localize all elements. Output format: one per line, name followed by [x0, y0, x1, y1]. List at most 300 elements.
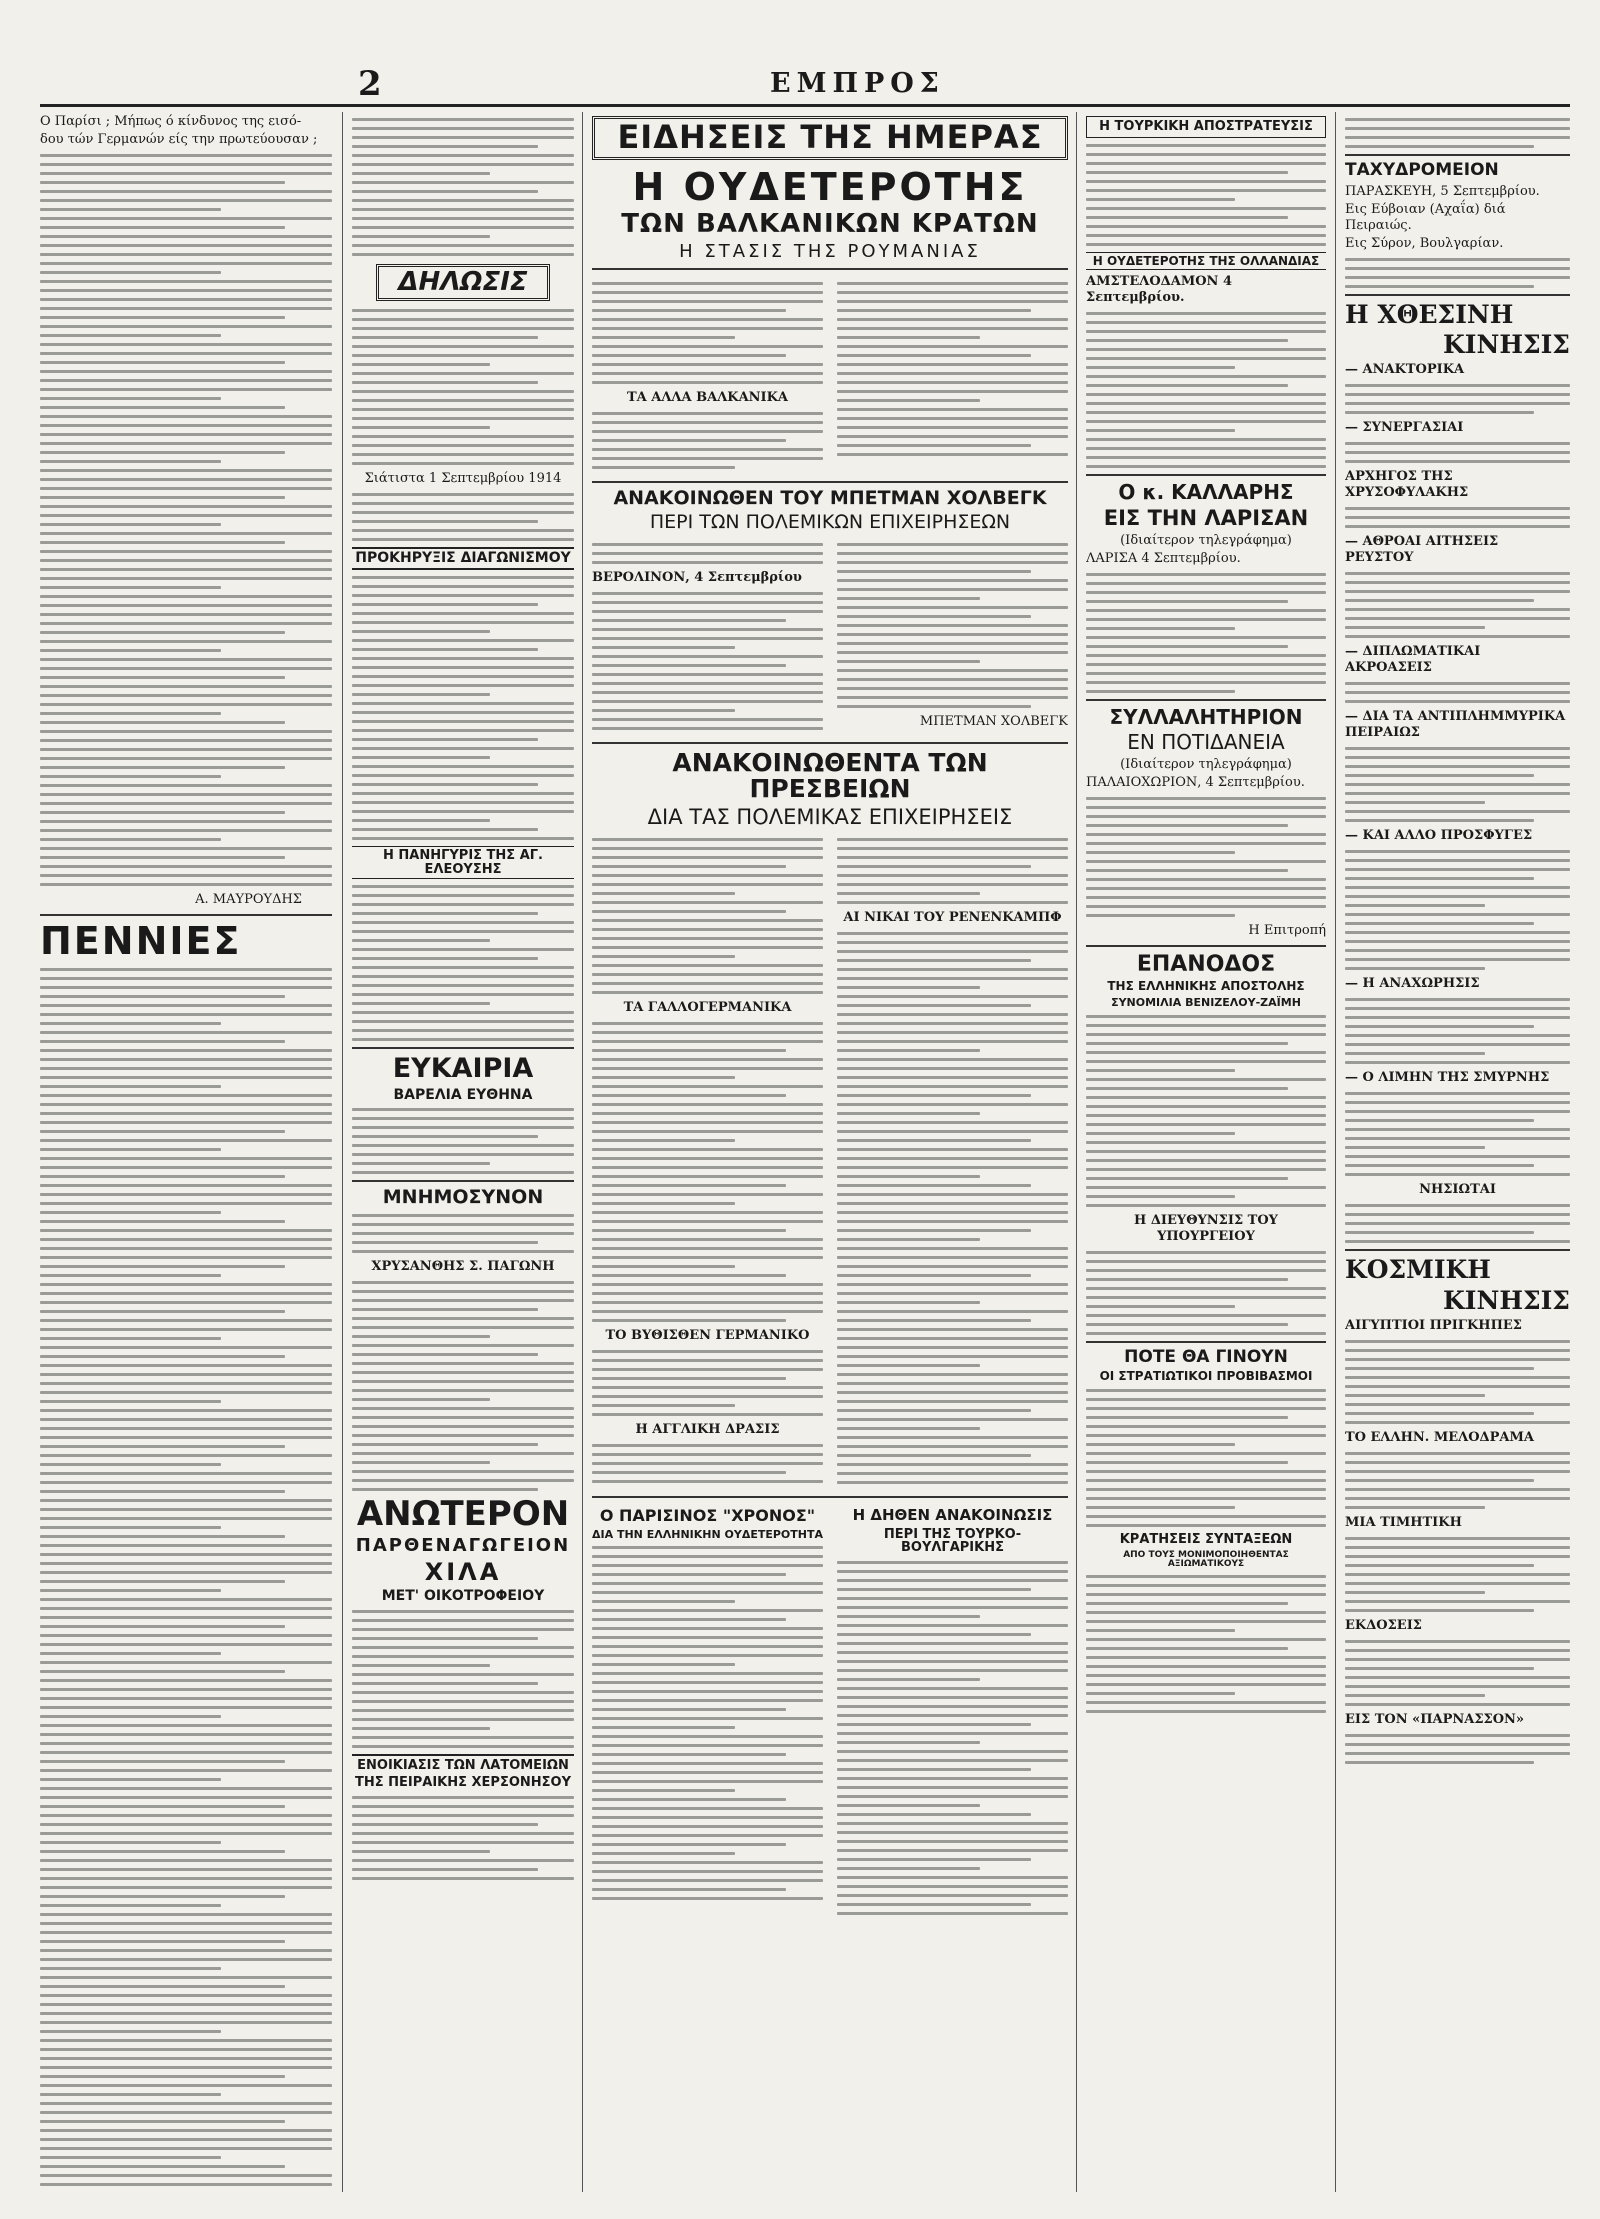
section-title: ΜΝΗΜΟΣΥΝΟΝ — [382, 1186, 544, 1209]
text-line — [1086, 1287, 1326, 1290]
text-line — [837, 1238, 980, 1241]
text-line — [40, 1949, 332, 1952]
text-line — [1086, 914, 1235, 917]
text-line — [592, 709, 735, 712]
body-text — [1345, 1340, 1570, 1424]
text-line — [40, 1526, 221, 1529]
text-line — [40, 676, 285, 679]
text-line — [40, 1022, 221, 1025]
text-line — [352, 1011, 574, 1014]
text-line — [592, 1726, 735, 1729]
text-line — [1086, 815, 1326, 818]
text-line — [1345, 1137, 1570, 1140]
text-line — [592, 682, 823, 685]
text-line — [40, 613, 332, 616]
mail-line: Εις Σύρον, Βουλγαρίαν. — [1345, 235, 1504, 251]
text-line — [1086, 1260, 1326, 1263]
subhead: — Η ΑΝΑΧΩΡΗΣΙΣ — [1345, 976, 1480, 992]
text-line — [40, 1202, 332, 1205]
text-line — [352, 118, 574, 121]
text-line — [592, 1319, 786, 1322]
text-line — [1345, 1240, 1570, 1243]
text-line — [837, 696, 1068, 699]
text-line — [1086, 1443, 1235, 1446]
text-line — [837, 687, 1068, 690]
text-line — [352, 1223, 574, 1226]
text-line — [837, 1274, 1031, 1277]
text-line — [837, 1418, 1068, 1421]
text-line — [40, 793, 332, 796]
text-line — [1345, 581, 1570, 584]
text-line — [1345, 525, 1570, 528]
text-line — [837, 1013, 1068, 1016]
text-line — [592, 282, 823, 285]
text-line — [40, 1787, 332, 1790]
text-line — [40, 1481, 332, 1484]
text-line — [40, 352, 332, 355]
section-title: Η ΤΟΥΡΚΙΚΗ ΑΠΟΣΤΡΑΤΕΥΣΙΣ — [1086, 116, 1326, 138]
text-line — [1086, 1515, 1326, 1518]
text-line — [1086, 1150, 1326, 1153]
text-line — [837, 624, 1068, 627]
divider — [1086, 1341, 1326, 1343]
text-line — [352, 912, 538, 915]
text-line — [40, 1004, 332, 1007]
text-line — [352, 529, 574, 532]
text-line — [40, 1724, 332, 1727]
text-line — [1086, 375, 1326, 378]
text-line — [1086, 420, 1326, 423]
text-line — [1086, 1602, 1288, 1605]
body-text — [592, 282, 823, 384]
subhead: — Ο ΛΙΜΗΝ ΤΗΣ ΣΜΥΡΝΗΣ — [1345, 1070, 1550, 1086]
dateline: ΑΜΣΤΕΛΟΔΑΜΟΝ 4 Σεπτεμβρίου. — [1086, 274, 1233, 306]
text-line — [837, 856, 1068, 859]
text-line — [352, 538, 574, 541]
text-line — [592, 628, 823, 631]
text-line — [837, 561, 1068, 564]
text-line — [40, 1913, 332, 1916]
text-line — [837, 1642, 1068, 1645]
text-line — [592, 964, 823, 967]
text-line — [40, 1265, 285, 1268]
text-line — [40, 208, 221, 211]
text-line — [1345, 590, 1570, 593]
text-line — [837, 1804, 980, 1807]
text-line — [40, 1994, 332, 1997]
text-line — [1345, 1461, 1570, 1464]
body-text — [592, 412, 823, 469]
text-line — [40, 1976, 332, 1979]
text-line — [1086, 797, 1326, 800]
text-line — [40, 703, 332, 706]
column-3 — [592, 112, 1068, 2192]
text-line — [40, 2075, 285, 2078]
text-line — [837, 570, 1031, 573]
text-line — [40, 1832, 332, 1835]
text-line — [1086, 1584, 1326, 1587]
text-line — [40, 1436, 332, 1439]
text-line — [1345, 1761, 1534, 1764]
text-line — [837, 1103, 1068, 1106]
text-line — [40, 262, 332, 265]
text-line — [40, 775, 221, 778]
text-line — [352, 1232, 574, 1235]
text-line — [592, 1310, 823, 1313]
text-line — [1345, 118, 1570, 121]
subhead: Η ΔΙΕΥΘΥΝΣΙΣ ΤΟΥ ΥΠΟΥΡΓΕΙΟΥ — [1134, 1212, 1278, 1244]
text-line — [352, 648, 538, 651]
text-line — [352, 1814, 574, 1817]
section-title: ΠΟΤΕ ΘΑ ΓΙΝΟΥΝ — [1124, 1346, 1288, 1367]
article-two-col — [592, 537, 1068, 736]
text-line — [592, 1184, 786, 1187]
text-line — [352, 511, 574, 514]
text-line — [837, 660, 980, 663]
text-line — [837, 1445, 1068, 1448]
text-line — [592, 946, 823, 949]
text-line — [592, 664, 786, 667]
text-line — [592, 1852, 735, 1855]
text-line — [352, 828, 538, 831]
text-line — [40, 1220, 285, 1223]
text-line — [352, 1425, 574, 1428]
body-text — [352, 118, 574, 256]
text-line — [1086, 243, 1326, 246]
subheadline: ΠΕΡΙ ΤΗΣ ΤΟΥΡΚΟ-ΒΟΥΛΓΑΡΙΚΗΣ — [883, 1526, 1022, 1556]
text-line — [352, 1434, 574, 1437]
text-line — [1086, 636, 1326, 639]
text-line — [40, 712, 221, 715]
text-line — [592, 1807, 823, 1810]
text-line — [592, 1735, 823, 1738]
text-line — [40, 1535, 285, 1538]
text-line — [837, 1085, 1068, 1088]
text-line — [837, 1049, 980, 1052]
text-line — [1345, 1101, 1570, 1104]
text-line — [837, 1606, 1068, 1609]
text-line — [1345, 691, 1570, 694]
article-two-col — [592, 832, 1068, 1490]
text-line — [592, 336, 735, 339]
text-line — [1086, 1323, 1288, 1326]
text-line — [352, 1362, 574, 1365]
text-line — [352, 747, 574, 750]
text-line — [837, 1472, 1068, 1475]
text-line — [352, 417, 574, 420]
text-line — [592, 372, 823, 375]
text-line — [1345, 949, 1570, 952]
text-line — [352, 1470, 574, 1473]
text-line — [352, 756, 490, 759]
text-line — [592, 1292, 823, 1295]
text-line — [40, 550, 332, 553]
text-line — [592, 309, 786, 312]
text-line — [1086, 1701, 1326, 1704]
text-line — [1345, 1555, 1570, 1558]
text-line — [837, 426, 1068, 429]
text-line — [837, 1265, 1068, 1268]
text-line — [40, 1679, 332, 1682]
text-line — [352, 657, 574, 660]
text-line — [1345, 904, 1485, 907]
text-line — [40, 469, 332, 472]
divider — [592, 268, 1068, 270]
text-line — [40, 2129, 332, 2132]
text-line — [837, 1139, 1031, 1142]
text-line — [592, 1888, 786, 1891]
text-line — [352, 1002, 490, 1005]
body-text — [837, 932, 1068, 1484]
text-line — [1086, 1674, 1326, 1677]
text-line — [1086, 681, 1326, 684]
text-line — [40, 1670, 285, 1673]
text-line — [352, 390, 574, 393]
text-line — [352, 381, 538, 384]
text-line — [837, 1777, 1068, 1780]
text-line — [352, 792, 574, 795]
body-text — [40, 154, 332, 886]
text-line — [352, 1153, 574, 1156]
text-line — [40, 995, 285, 998]
text-line — [592, 865, 786, 868]
text-line — [352, 1452, 574, 1455]
text-line — [592, 1843, 786, 1846]
text-line — [40, 1985, 285, 1988]
text-line — [1345, 1734, 1570, 1737]
text-line — [837, 1660, 1068, 1663]
text-line — [1345, 1358, 1570, 1361]
subheadline: ΠΕΡΙ ΤΩΝ ΠΟΛΕΜΙΚΩΝ ΕΠΙΧΕΙΡΗΣΕΩΝ — [649, 510, 1011, 533]
text-line — [40, 1031, 332, 1034]
text-line — [352, 1673, 574, 1676]
text-line — [1086, 851, 1235, 854]
text-line — [40, 172, 332, 175]
text-line — [40, 1085, 221, 1088]
text-line — [837, 1723, 1031, 1726]
text-line — [40, 1922, 332, 1925]
text-line — [1086, 1114, 1326, 1117]
text-line — [40, 388, 332, 391]
text-line — [40, 694, 332, 697]
text-line — [352, 675, 574, 678]
text-line — [837, 1256, 1068, 1259]
text-line — [352, 493, 574, 496]
text-line — [40, 1904, 221, 1907]
text-line — [40, 1076, 332, 1079]
text-line — [1345, 756, 1570, 759]
text-line — [40, 1013, 332, 1016]
text-line — [837, 1588, 1031, 1591]
text-line — [837, 1454, 1031, 1457]
text-line — [40, 1868, 332, 1871]
text-line — [1345, 801, 1485, 804]
text-line — [1086, 1692, 1235, 1695]
text-line — [1345, 1667, 1534, 1670]
text-line — [352, 1416, 574, 1419]
text-line — [352, 145, 538, 148]
text-line — [1086, 1132, 1235, 1135]
text-line — [592, 1359, 823, 1362]
text-line — [40, 1301, 332, 1304]
text-line — [1345, 859, 1570, 862]
text-line — [1086, 189, 1326, 192]
text-line — [837, 986, 980, 989]
text-line — [352, 1020, 574, 1023]
text-line — [40, 226, 285, 229]
headline: ΤΩΝ ΒΑΛΚΑΝΙΚΩΝ ΚΡΑΤΩΝ — [621, 209, 1039, 240]
text-line — [837, 1732, 1068, 1735]
text-line — [1086, 153, 1326, 156]
text-line — [352, 1117, 574, 1120]
text-line — [592, 838, 823, 841]
text-line — [352, 235, 490, 238]
text-line — [1345, 1213, 1570, 1216]
text-line — [352, 837, 574, 840]
section-subtitle: ΟΙ ΣΤΡΑΤΙΩΤΙΚΟΙ ΠΡΟΒΙΒΑΣΜΟΙ — [1099, 1369, 1313, 1384]
text-line — [40, 1895, 285, 1898]
text-line — [837, 1651, 1068, 1654]
text-line — [40, 1400, 221, 1403]
text-line — [1345, 1703, 1570, 1706]
text-line — [352, 1868, 538, 1871]
mail-line: ΠΑΡΑΣΚΕΥΗ, 5 Σεπτεμβρίου. — [1345, 183, 1540, 199]
text-line — [1345, 1204, 1570, 1207]
text-line — [40, 622, 332, 625]
text-line — [837, 1813, 1031, 1816]
text-line — [40, 1148, 221, 1151]
text-line — [837, 1094, 1031, 1097]
text-line — [592, 718, 823, 721]
source-note: (Ιδιαίτερον τηλεγράφημα) — [1120, 757, 1292, 773]
text-line — [352, 1250, 574, 1253]
text-line — [40, 1355, 285, 1358]
text-line — [40, 1346, 332, 1349]
text-line — [837, 300, 1068, 303]
text-line — [40, 1373, 332, 1376]
text-line — [1345, 1658, 1570, 1661]
text-line — [40, 2003, 332, 2006]
text-line — [352, 1709, 574, 1712]
text-line — [1086, 690, 1235, 693]
text-line — [1086, 366, 1235, 369]
text-line — [40, 460, 221, 463]
text-line — [352, 253, 574, 256]
text-line — [352, 1371, 574, 1374]
text-line — [40, 1616, 332, 1619]
subhead: — ΑΝΑΚΤΟΡΙΚΑ — [1345, 362, 1465, 378]
text-line — [40, 1580, 285, 1583]
text-line — [1086, 833, 1326, 836]
text-line — [352, 1850, 490, 1853]
text-line — [40, 1598, 332, 1601]
text-line — [837, 1175, 980, 1178]
text-line — [1086, 234, 1326, 237]
text-line — [40, 2048, 332, 2051]
text-line — [40, 343, 332, 346]
text-line — [1086, 429, 1235, 432]
text-line — [1086, 321, 1326, 324]
text-line — [837, 435, 1068, 438]
text-line — [1345, 1155, 1570, 1158]
text-line — [40, 1958, 332, 1961]
text-line — [1345, 877, 1534, 880]
text-line — [352, 1353, 538, 1356]
divider — [1345, 294, 1570, 296]
text-line — [352, 1718, 574, 1721]
text-line — [352, 819, 490, 822]
text-line — [1086, 1105, 1326, 1108]
text-line — [1086, 1665, 1326, 1668]
text-line — [837, 633, 1068, 636]
text-line — [40, 1733, 332, 1736]
paper-name: ΕΜΠΡΟΣ — [770, 68, 945, 99]
text-line — [1086, 1332, 1326, 1335]
subhead: ΤΟ ΕΛΛΗΝ. ΜΕΛΟΔΡΑΜΑ — [1345, 1429, 1534, 1445]
text-line — [592, 1413, 823, 1416]
text-line — [40, 1499, 332, 1502]
text-line — [837, 1436, 1068, 1439]
text-line — [592, 1699, 823, 1702]
dateline: ΠΑΛΑΙΟΧΩΡΙΟΝ, 4 Σεπτεμβρίου. — [1086, 775, 1305, 791]
text-line — [352, 765, 574, 768]
body-text — [1086, 1015, 1326, 1207]
text-line — [352, 1655, 574, 1658]
text-line — [352, 894, 574, 897]
text-line — [837, 1463, 1068, 1466]
text-line — [592, 1094, 786, 1097]
text-line — [40, 379, 332, 382]
text-line — [1086, 1042, 1288, 1045]
text-line — [837, 1400, 1068, 1403]
text-line — [1086, 582, 1326, 585]
text-line — [837, 1687, 1068, 1690]
text-line — [837, 1867, 980, 1870]
text-line — [1086, 402, 1326, 405]
text-line — [1345, 267, 1570, 270]
section-title: ΕΠΑΝΟΔΟΣ — [1136, 952, 1276, 978]
text-line — [40, 307, 332, 310]
column-5 — [1345, 112, 1570, 2192]
text-line — [592, 466, 735, 469]
text-line — [40, 1229, 332, 1232]
section-title: Η ΧΘΕΣΙΝΗ — [1345, 299, 1514, 329]
text-line — [1086, 1452, 1326, 1455]
text-line — [352, 984, 574, 987]
text-line — [1345, 1694, 1485, 1697]
text-line — [352, 336, 538, 339]
text-line — [40, 1040, 285, 1043]
body-text — [592, 838, 823, 994]
text-line — [1086, 1416, 1288, 1419]
text-line — [40, 1823, 332, 1826]
text-line — [1345, 1034, 1570, 1037]
text-line — [40, 1751, 332, 1754]
text-line — [40, 217, 332, 220]
text-line — [592, 910, 786, 913]
text-line — [40, 1805, 285, 1808]
text-line — [352, 1628, 574, 1631]
text-line — [1086, 1251, 1326, 1254]
text-line — [837, 588, 1068, 591]
text-line — [837, 1004, 1031, 1007]
text-line — [40, 1715, 221, 1718]
text-line — [592, 601, 823, 604]
section-title: Η ΟΥΔΕΤΕΡΟΤΗΣ ΤΗΣ ΟΛΛΑΝΔΙΑΣ — [1086, 252, 1326, 271]
text-line — [592, 691, 823, 694]
text-line — [40, 1238, 332, 1241]
text-line — [1345, 1452, 1570, 1455]
